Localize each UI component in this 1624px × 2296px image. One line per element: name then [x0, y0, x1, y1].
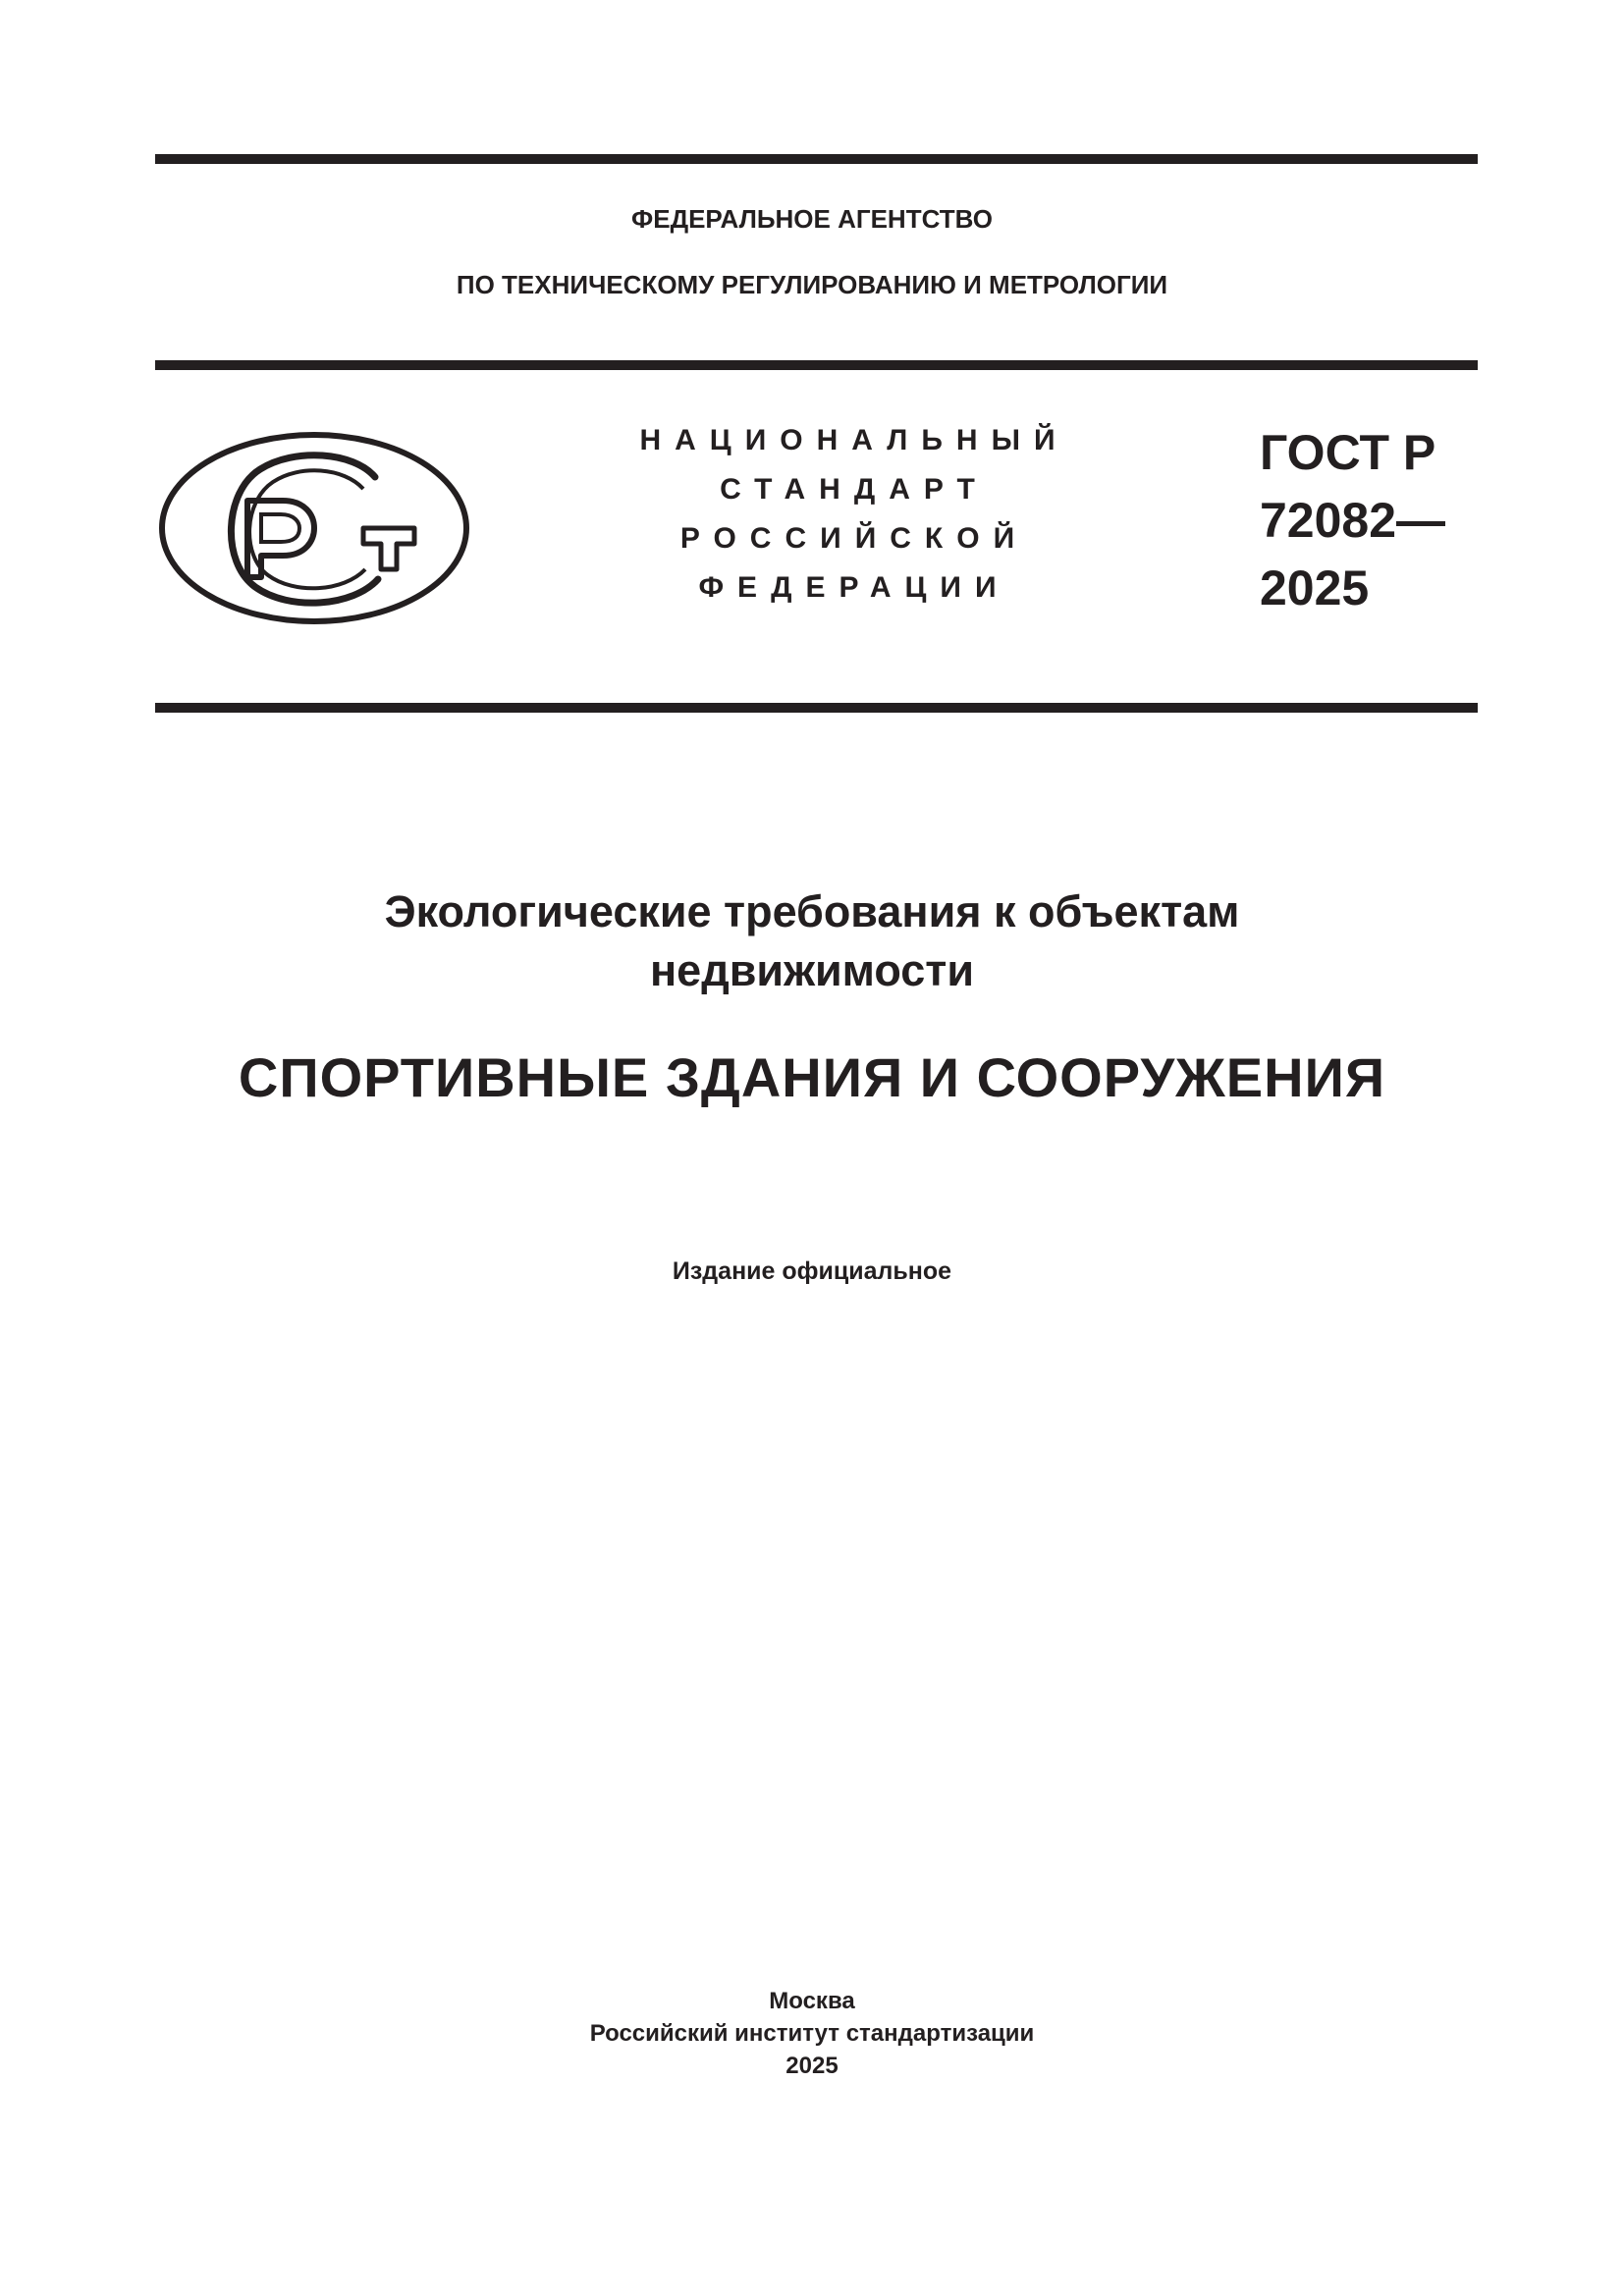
standard-type-line-3: РОССИЙСКОЙ: [679, 522, 1029, 555]
rst-certification-mark-icon: [157, 430, 471, 626]
designation-line-2: 72082—: [1260, 493, 1446, 548]
standard-type-line-2: СТАНДАРТ: [720, 473, 989, 506]
agency-line-1: ФЕДЕРАЛЬНОЕ АГЕНТСТВО: [631, 204, 993, 234]
standard-type-line-1: НАЦИОНАЛЬНЫЙ: [639, 424, 1069, 456]
document-subtitle: СПОРТИВНЫЕ ЗДАНИЯ И СООРУЖЕНИЯ: [238, 1046, 1386, 1108]
standard-type-line-4: ФЕДЕРАЦИИ: [698, 571, 1010, 604]
header-rule: [155, 360, 1478, 370]
top-rule: [155, 154, 1478, 164]
designation-line-1: ГОСТ Р: [1260, 425, 1436, 480]
masthead-bottom-rule: [155, 703, 1478, 713]
document-title-line-2: недвижимости: [650, 945, 974, 995]
imprint-city: Москва: [769, 1988, 855, 2014]
designation-line-3: 2025: [1260, 561, 1370, 615]
document-title-line-1: Экологические требования к объектам: [384, 886, 1240, 936]
imprint-year: 2025: [785, 2053, 839, 2079]
edition-note: Издание официальное: [672, 1257, 952, 1285]
imprint-publisher: Российский институт стандартизации: [589, 2020, 1035, 2047]
agency-line-2: ПО ТЕХНИЧЕСКОМУ РЕГУЛИРОВАНИЮ И МЕТРОЛОГИИ: [456, 270, 1168, 299]
